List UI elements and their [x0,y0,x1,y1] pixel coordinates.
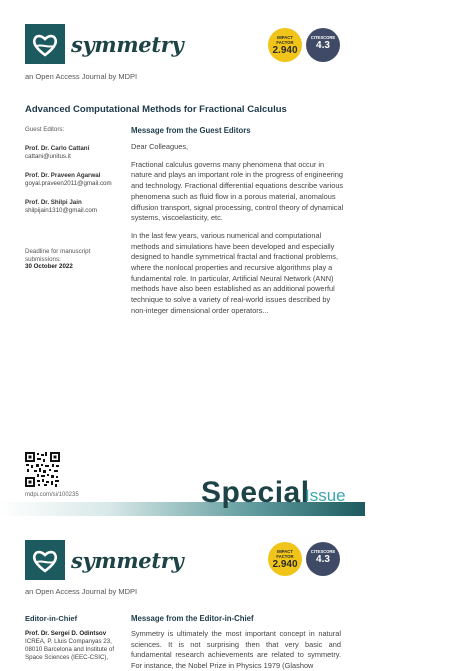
editor-name: Prof. Dr. Praveen Agarwal [25,172,101,179]
editor-in-chief-message-title: Message from the Editor-in-Chief [131,614,254,623]
editor-in-chief-name: Prof. Dr. Sergei D. Odintsov [25,630,107,637]
message-paragraph: Symmetry is ultimately the most important concept in natural sciences. It is not surprising then that very basic and fundamental research achievements are related to symmetry. For instance, the Nobel Prize in Physics 1979 (Glashow [131,629,341,671]
submission-deadline [25,248,125,271]
journal-wordmark: symmetry [71,32,184,57]
citescore-badge [306,542,340,576]
editor-email[interactable]: shilpijain1310@gmail.com [25,207,97,214]
citescore-value: 4.3 [316,554,330,565]
guest-editors-message-title: Message from the Guest Editors [131,126,251,135]
editor-name: Prof. Dr. Carlo Cattani [25,145,90,152]
editor-name: Prof. Dr. Shilpi Jain [25,199,82,206]
guest-editors-label: Guest Editors: [25,126,65,133]
editor-email[interactable]: cattani@unitus.it [25,153,71,160]
guest-editor-1 [25,145,89,161]
special-issue-url[interactable]: mdpi.com/si/100235 [25,492,79,498]
editor-email[interactable]: goyal.praveen2011@gmail.com [25,180,112,187]
impact-factor-label: IMPACT FACTOR [276,35,294,45]
editor-in-chief-label: Editor-in-Chief [25,614,78,623]
qr-code-icon[interactable] [25,452,60,487]
deadline-label: Deadline for manuscript submissions: [25,248,91,263]
impact-factor-badge [268,28,302,62]
message-greeting: Dear Colleagues, [131,142,189,151]
editor-in-chief-affiliation: ICREA, P. Lluis Companyas 23, 08010 Barcelona and Institute of Space Sciences (IEEC-CSIC), [25,638,115,661]
journal-wordmark: symmetry [71,548,184,573]
citescore-label: CITESCORE [310,549,336,554]
guest-editor-3 [25,199,97,215]
impact-factor-label: IMPACT FACTOR [276,549,294,559]
journal-tagline: an Open Access Journal by MDPI [25,587,138,596]
symmetry-logo-icon [25,24,65,64]
citescore-value: 4.3 [316,40,330,51]
impact-factor-badge [268,542,302,576]
guest-editor-2 [25,172,112,188]
citescore-badge [306,28,340,62]
citescore-label: CITESCORE [310,35,336,40]
issue-heading: Issue [305,486,346,505]
editor-in-chief-message [131,629,341,671]
message-paragraph: Fractional calculus governs many phenomena that occur in nature and plays an important role in the progress of engineering and technology. Fractional differential equations describe various phenomena such as fluid flow in a porous material, anomalous diffusion transport, signal processing, control theory of dynamical systems, viscoelasticity, etc. [131,159,344,223]
deadline-date: 30 October 2022 [25,263,73,271]
editor-in-chief [25,630,120,662]
journal-tagline: an Open Access Journal by MDPI [25,72,138,81]
special-issue-title: Advanced Computational Methods for Fractional Calculus [25,104,287,115]
message-paragraph: In the last few years, various numerical and computational methods and simulations have been developed and especially designed to handle symmetrical fractal and fractional problems, where the nonlocal properties and recursive algorithms play a fundamental role. In particular, Artificial Neural Network (ANN) methods have also been established as an additional powerful technique to solve a variety of real-world issues described by non-integer dimensional order operators... [131,230,339,315]
flyer-page-2 [0,530,474,671]
guest-editors-message [131,142,346,324]
special-heading: Special [201,476,310,509]
impact-factor-value: 2.940 [272,45,298,56]
symmetry-logo-icon [25,540,65,580]
impact-factor-value: 2.940 [272,559,298,570]
